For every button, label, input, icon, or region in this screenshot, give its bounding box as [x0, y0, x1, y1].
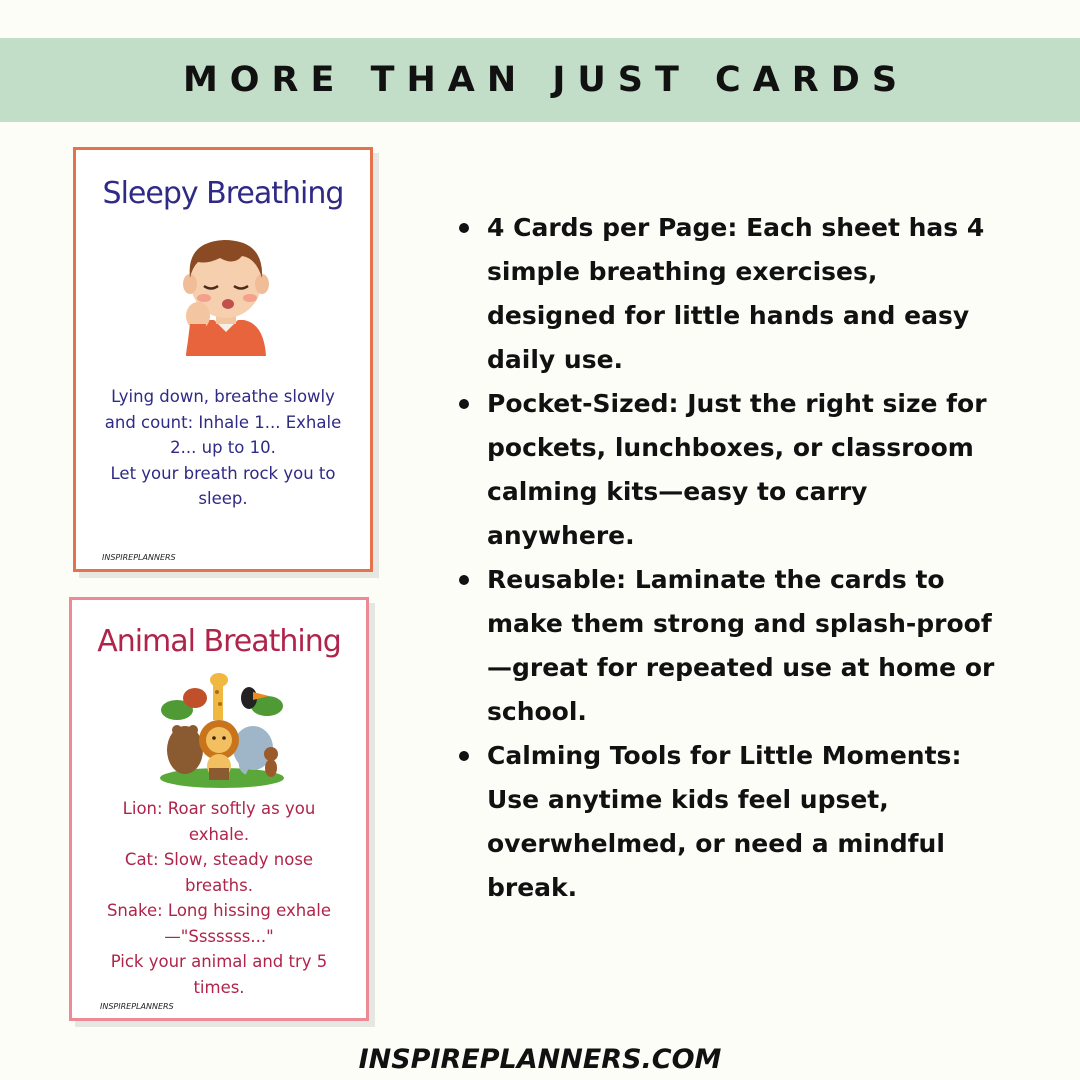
card-line: —"Sssssss...": [164, 926, 274, 946]
feature-line: pockets, lunchboxes, or classroom: [487, 433, 974, 462]
card-line: times.: [193, 977, 245, 997]
feature-line: make them strong and splash-proof: [487, 609, 992, 638]
feature-line: Calming Tools for Little Moments:: [487, 741, 962, 770]
feature-line: anywhere.: [487, 521, 635, 550]
card-line: Lying down, breathe slowly: [111, 387, 335, 406]
card-instructions: [90, 384, 356, 512]
sleepy-boy-illustration: [164, 228, 288, 356]
feature-item: [459, 558, 1039, 734]
website-footer: INSPIREPLANNERS.COM: [358, 1044, 722, 1075]
feature-line: school.: [487, 697, 587, 726]
sleepy-breathing-card: [73, 147, 373, 572]
animal-breathing-card: [69, 597, 369, 1021]
card-line: Lion: Roar softly as you: [122, 799, 316, 818]
card-line: exhale.: [188, 824, 250, 844]
card-brand: INSPIREPLANNERS: [100, 1002, 174, 1011]
feature-line: Pocket-Sized: Just the right size for: [487, 389, 987, 418]
card-title: Animal Breathing: [97, 624, 341, 659]
card-line: and count: Inhale 1... Exhale: [104, 412, 342, 432]
card-instructions: [86, 796, 352, 1000]
card-line: Pick your animal and try 5: [110, 952, 328, 971]
feature-line: —great for repeated use at home or: [487, 653, 995, 682]
feature-item: [459, 206, 1039, 382]
feature-item: [459, 382, 1039, 558]
feature-line: Reusable: Laminate the cards to: [487, 565, 945, 594]
feature-line: Use anytime kids feel upset,: [487, 785, 889, 814]
feature-list: [459, 206, 1039, 910]
card-line: sleep.: [198, 489, 248, 508]
feature-line: designed for little hands and easy: [487, 301, 970, 330]
feature-line: overwhelmed, or need a mindful: [487, 829, 945, 858]
feature-line: 4 Cards per Page: Each sheet has 4: [487, 213, 985, 242]
card-line: Cat: Slow, steady nose: [124, 850, 314, 869]
feature-line: daily use.: [487, 345, 624, 374]
card-line: Snake: Long hissing exhale: [106, 901, 332, 920]
bullet-icon: [459, 751, 469, 761]
feature-line: break.: [487, 873, 578, 902]
header-banner: [0, 38, 1080, 122]
jungle-animals-illustration: [157, 670, 287, 788]
page-title: MORE THAN JUST CARDS: [182, 60, 910, 100]
card-line: Let your breath rock you to: [110, 463, 336, 483]
feature-item: [459, 734, 1039, 910]
card-line: 2... up to 10.: [170, 438, 276, 457]
bullet-icon: [459, 223, 469, 233]
card-brand: INSPIREPLANNERS: [102, 553, 176, 562]
feature-line: simple breathing exercises,: [487, 257, 878, 286]
bullet-icon: [459, 399, 469, 409]
card-title: Sleepy Breathing: [102, 176, 344, 211]
bullet-icon: [459, 575, 469, 585]
card-line: breaths.: [185, 875, 253, 895]
feature-line: calming kits—easy to carry: [487, 477, 868, 506]
